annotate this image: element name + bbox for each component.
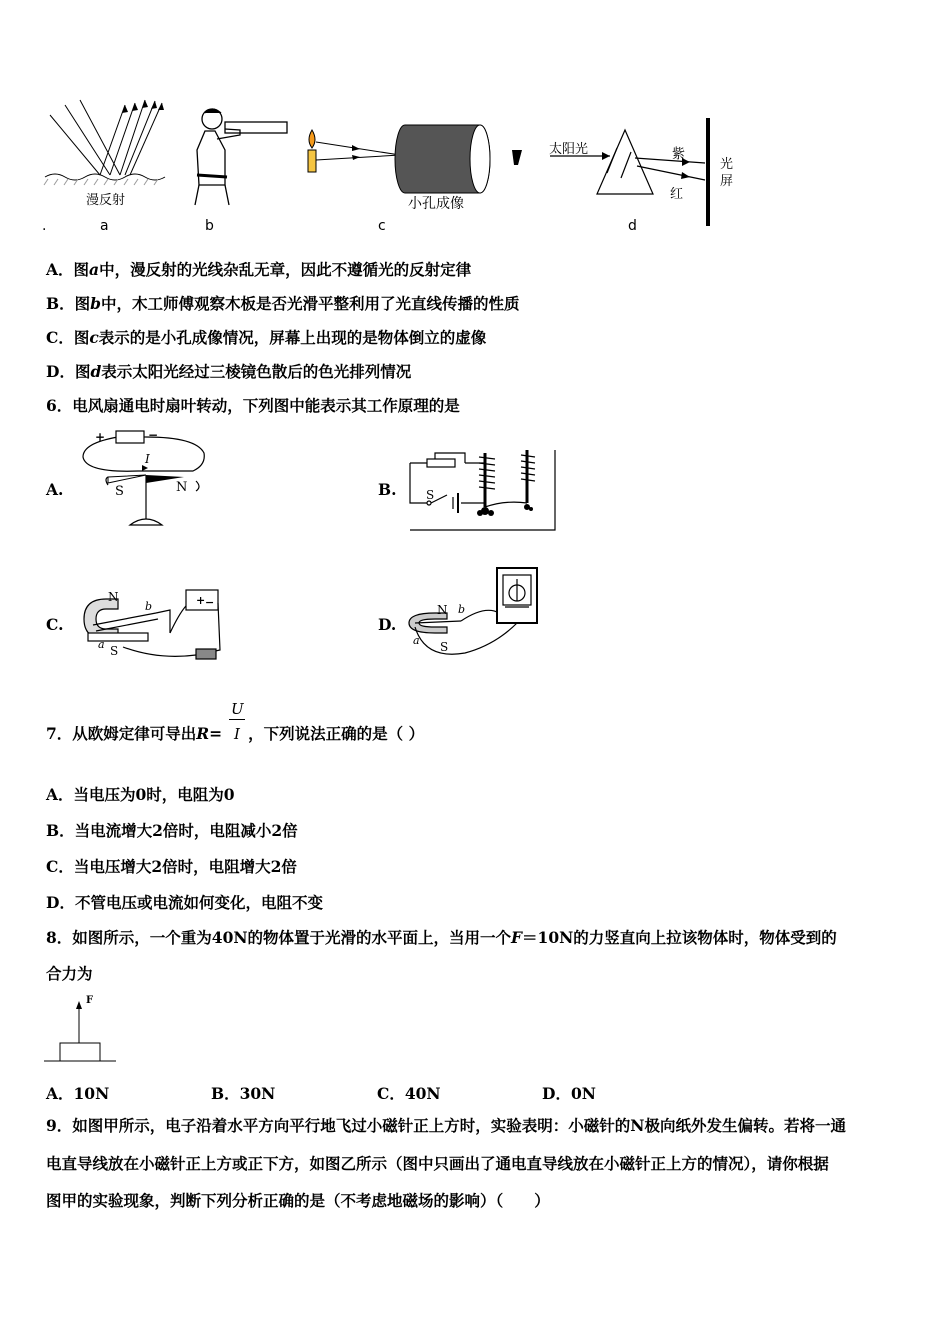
q6-question: 6．电风扇通电时扇叶转动，下列图中能表示其工作原理的是 [46, 396, 460, 415]
q6-c-minus: − [205, 596, 215, 609]
q6-a-current: I [145, 452, 150, 466]
fig-d-red: 红 [670, 187, 684, 202]
diffuse-reflection-figure [40, 95, 170, 195]
q6-c-b: b [145, 600, 153, 613]
fig-d-screen: 光屏 [720, 157, 734, 189]
q9-line3: 图甲的实验现象，判断下列分析正确的是（不考虑地磁场的影响）（ ） [46, 1191, 550, 1210]
q9-line2: 电直导线放在小磁针正上方或正下方，如图乙所示（图中只画出了通电直导线放在小磁针正上方的情况），请你根据 [46, 1154, 829, 1173]
q8-option-b: B．30N [211, 1084, 276, 1103]
fig-label-d: d [628, 218, 637, 234]
q5-option-a: A．图a中，漫反射的光线杂乱无章，因此不遵循光的反射定律 [46, 260, 472, 279]
q6-d-a: a [413, 634, 420, 647]
q7-denominator: I [234, 725, 240, 743]
q7-option-c: C．当电压增大2倍时，电阻增大2倍 [46, 857, 297, 876]
fig-label-b: b [205, 218, 214, 234]
q6-d-b: b [458, 603, 466, 616]
q6-d-south: S [440, 640, 449, 654]
q6-c-south: S [110, 644, 119, 658]
fig-d-violet: 紫 [672, 147, 686, 162]
q8-force-figure [44, 997, 120, 1065]
q6-d-north: N [437, 603, 448, 617]
q5-option-d: D．图d表示太阳光经过三棱镜色散后的色光排列情况 [46, 362, 412, 381]
fig-label-c: c [378, 218, 386, 234]
q8-option-a: A．10N [46, 1084, 110, 1103]
q8-question-line1: 8．如图所示，一个重为40N的物体置于光滑的水平面上，当用一个F＝10N的力竖直向上拉该物体时，物体受到的 [46, 928, 837, 947]
fig-a-caption: 漫反射 [86, 193, 126, 208]
q5-option-c: C．图c表示的是小孔成像情况，屏幕上出现的是物体倒立的虚像 [46, 328, 487, 347]
q6-option-b-label: B. [378, 480, 397, 499]
q6-c-north: N [108, 590, 119, 604]
q6-c-a: a [98, 638, 105, 651]
fig-dot: . [42, 218, 47, 234]
q8-option-d: D．0N [542, 1084, 596, 1103]
q7-numerator: U [231, 700, 244, 718]
q6-option-d-label: D. [378, 615, 397, 634]
q8-question-line2: 合力为 [46, 964, 93, 983]
carpenter-figure [185, 105, 295, 210]
q7-option-b: B．当电流增大2倍时，电阻减小2倍 [46, 821, 298, 840]
q8-option-c: C．40N [377, 1084, 441, 1103]
fig-c-caption: 小孔成像 [408, 196, 464, 212]
fig-d-sunlight: 太阳光 [549, 142, 589, 157]
q6-a-minus: − [148, 428, 159, 442]
q7-option-d: D．不管电压或电流如何变化，电阻不变 [46, 893, 323, 912]
fig-label-a: a [100, 218, 109, 234]
q6-fig-d-generator [405, 565, 550, 665]
q9-line1: 9．如图甲所示，电子沿着水平方向平行地飞过小磁针正上方时，实验表明：小磁针的N极向纸外发生偏转。若将一通 [46, 1116, 846, 1135]
q5-option-b: B．图b中，木工师傅观察木板是否光滑平整利用了光直线传播的性质 [46, 294, 520, 313]
q6-b-switch: S [426, 488, 435, 502]
q6-option-c-label: C. [46, 615, 64, 634]
q6-a-north: N [176, 480, 188, 495]
prism-figure [545, 118, 745, 228]
q6-c-plus: + [196, 594, 206, 607]
q6-a-south: S [115, 484, 124, 499]
q7-option-a: A．当电压为0时，电阻为0 [46, 785, 235, 804]
q7-fraction-bar [229, 719, 245, 720]
q7-question: 7．从欧姆定律可导出R= ，下列说法正确的是（ ） [46, 724, 425, 743]
q8-force-label: F [86, 995, 94, 1006]
q6-option-a-label: A. [46, 480, 64, 499]
q6-a-plus: + [95, 430, 106, 444]
